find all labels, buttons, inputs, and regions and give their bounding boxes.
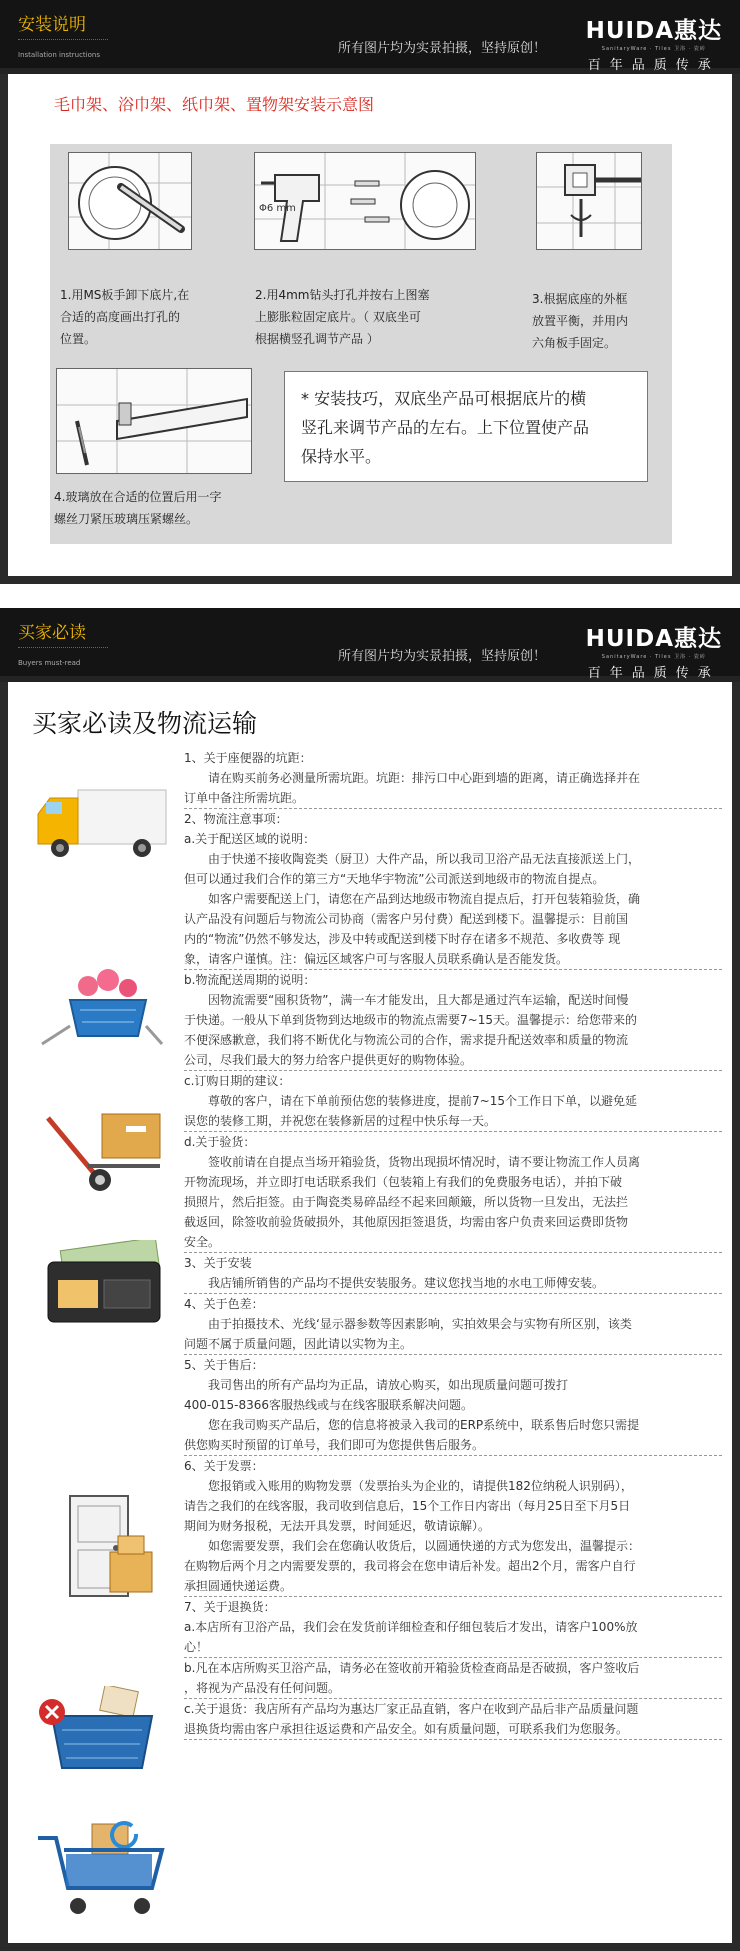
notice-line: 您报销或入账用的购物发票（发票抬头为企业的，请提供182位纳税人识别码），: [208, 1479, 633, 1493]
notice-line: 安全。: [184, 1232, 722, 1253]
slogan: 所有图片均为实景拍摄，坚持原创！: [338, 649, 547, 664]
notice-line: c.关于退货：我店所有产品均为惠达厂家正品直销，客户在收到产品后非产品质量问题: [184, 1702, 639, 1716]
step2-text: 2.用4mm钻头打孔并按右上图塞 上膨胀粒固定底片。（ 双底坐可 根据横竖孔调节产品 ）: [255, 288, 430, 346]
install-steps-area: [50, 144, 672, 544]
section-title: 买家必读: [18, 623, 86, 643]
notice-line: 供您购买时预留的订单号，我们即可为您提供售后服务。: [184, 1435, 722, 1456]
logo-motto: 百年品质传承: [587, 666, 720, 681]
truck-icon: [32, 782, 172, 866]
notice-line: 请告之我们的在线客服，我司收到信息后，15个工作日内寄出（每月25日至下月5日: [184, 1499, 631, 1513]
notice-line: 开物流现场，并立即打电话联系我们（包装箱上有我们的免费服务电话），并拍下破: [184, 1175, 623, 1189]
notice-line: ，将视为产品没有任何问题。: [184, 1678, 722, 1699]
logo-text: HUIDA惠达: [585, 626, 722, 652]
notice-line: 1、关于座便器的坑距：: [184, 751, 312, 765]
notice-line: 签收前请在自提点当场开箱验货，货物出现损坏情况时，请不要让物流工作人员离: [208, 1155, 641, 1169]
buyers-panel: [0, 682, 740, 1951]
notice-line: 我司售出的所有产品均为正品，请放心购买，如出现质量问题可拨打: [208, 1378, 569, 1392]
notice-line: 由于快递不接收陶瓷类（厨卫）大件产品，所以我司卫浴产品无法直接派送上门，: [208, 852, 641, 866]
notice-line: 不便深感歉意，我们将不断优化与物流公司的合作，需求提升配送效率和质量的物流: [184, 1033, 629, 1047]
notice-line: 您在我司购买产品后，您的信息将被录入我司的ERP系统中，联系售后时您只需提: [208, 1418, 640, 1432]
hand-truck-icon: [32, 1104, 172, 1198]
notice-content: [184, 748, 722, 1740]
divider: [18, 647, 108, 648]
logo-sub: SanitaryWare · Tiles 卫浴 · 瓷砖: [601, 46, 706, 52]
notice-line: 7、关于退换货：: [184, 1600, 276, 1614]
notice-line: 问题不属于质量问题，因此请以实物为主。: [184, 1334, 722, 1355]
slogan: 所有图片均为实景拍摄，坚持原创！: [338, 41, 547, 56]
notice-line: 公司，尽我们最大的努力给客户提供更好的购物体验。: [184, 1050, 722, 1071]
notice-line: 请在购买前务必测量所需坑距。坑距：排污口中心距到墙的距离，请正确选择并在: [208, 771, 641, 785]
install-panel: [0, 74, 740, 584]
notice-line: 3、关于安装: [184, 1256, 252, 1270]
buyers-banner: [0, 608, 740, 682]
notice-line: 尊敬的客户，请在下单前预估您的装修进度，提前7~15个工作日下单，以避免延: [208, 1094, 637, 1108]
section-tag: [18, 10, 108, 59]
step3-text: 3.根据底座的外框 放置平衡，并用内 六角板手固定。: [532, 292, 629, 350]
notice-line: 象，请客户谨慎。注：偏远区域客户可与客服人员联系确认是否能发货。: [184, 949, 722, 970]
notice-line: b.凡在本店所购买卫浴产品，请务必在签收前开箱验货检查商品是否破损，客户签收后: [184, 1661, 640, 1675]
section-subtitle: Installation instructions: [18, 51, 100, 59]
notice-line: 但可以通过我们合作的第三方“天地华宇物流”公司派送到地级市的物流自提点。: [184, 872, 605, 886]
notice-line: 我店铺所销售的产品均不提供安装服务。建议您找当地的水电工师傅安装。: [184, 1273, 722, 1294]
divider: [18, 39, 108, 40]
notice-line: 期间为财务报税，无法开具发票，时间延迟，敬请谅解）。: [184, 1519, 491, 1533]
notice-line: 4、关于色差：: [184, 1297, 264, 1311]
notice-line: 于快递。一般从下单到货物到达地级市的物流点需要7~15天。温馨提示：给您带来的: [184, 1013, 637, 1027]
notice-line: 截返回，除签收前验货破损外，其他原因拒签退货，均需由客户负责来回运费即货物: [184, 1215, 629, 1229]
notice-line: 2、物流注意事项：: [184, 812, 288, 826]
notice-line: 400-015-8366客服热线或与在线客服联系解决问题。: [184, 1398, 474, 1412]
notice-line: 心！: [184, 1637, 722, 1658]
notice-line: a.关于配送区域的说明：: [184, 832, 316, 846]
notice-line: d.关于验货：: [184, 1135, 256, 1149]
install-tip-box: * 安装技巧，双底坐产品可根据底片的横 竖孔来调节产品的左右。上下位置使产品 保持水平。: [284, 371, 648, 482]
notice-line: 6、关于发票：: [184, 1459, 264, 1473]
door-boxes-icon: [32, 1492, 172, 1606]
notice-line: 如您需要发票，我们会在您确认收货后，以圆通快递的方式为您发出，温馨提示：: [208, 1539, 641, 1553]
step4-illustration: [56, 368, 252, 474]
brand-logo: [586, 12, 722, 73]
notice-line: b.物流配送周期的说明：: [184, 973, 316, 987]
section-tag: [18, 618, 108, 667]
notice-line: 承担圆通快递运费。: [184, 1576, 722, 1597]
notice-line: a.本店所有卫浴产品，我们会在发货前详细检查和仔细包装后才发出，请客户100%放: [184, 1620, 638, 1634]
logo-text: HUIDA惠达: [585, 18, 722, 44]
notice-line: 认产品没有问题后与物流公司协商（需客户另付费）配送到楼下。温馨提示：目前国: [184, 912, 629, 926]
wallet-icon: [32, 1240, 172, 1334]
notice-line: 误您的装修工期，并祝您在装修新居的过程中快乐每一天。: [184, 1111, 722, 1132]
basket-hearts-icon: [32, 966, 172, 1060]
step4-text: 4.玻璃放在合适的位置后用一字 螺丝刀紧压玻璃压紧螺丝。: [54, 490, 222, 526]
notice-line: 因物流需要“囤积货物”，满一车才能发出，且大都是通过汽车运输，配送时间慢: [208, 993, 629, 1007]
step2-illustration: [254, 152, 476, 250]
notice-line: 5、关于售后：: [184, 1358, 264, 1372]
basket-cancel-icon: [32, 1686, 172, 1780]
step3-illustration: [536, 152, 642, 250]
logo-motto: 百年品质传承: [587, 58, 720, 73]
notice-title: 买家必读及物流运输: [32, 709, 258, 738]
install-banner: [0, 0, 740, 74]
step1-illustration: [68, 152, 192, 250]
notice-line: 内的“物流”仍然不够发达，涉及中转或配送到楼下时存在诸多不规范、多收费等 现: [184, 932, 621, 946]
section-subtitle: Buyers must-read: [18, 659, 81, 667]
brand-logo: [586, 620, 722, 681]
notice-line: 如客户需要配送上门，请您在产品到达地级市物流自提点后，打开包装箱验货，确: [208, 892, 641, 906]
step1-text: 1.用MS板手卸下底片,在 合适的高度画出打孔的 位置。: [60, 288, 190, 346]
install-title: 毛巾架、浴巾架、纸巾架、置物架安装示意图: [54, 95, 375, 114]
notice-line: 订单中备注所需坑距。: [184, 788, 722, 809]
section-title: 安装说明: [18, 15, 86, 35]
notice-line: 由于拍摄技术、光线‘显示器参数等因素影响，实拍效果会与实物有所区别，该类: [208, 1317, 632, 1331]
spacer: [0, 584, 740, 608]
drill-size-label: Φ6 mm: [259, 203, 296, 214]
notice-line: 在购物后两个月之内需要发票的，我司将会在您申请后补发。超出2个月，需客户自行: [184, 1559, 636, 1573]
cart-icon: [32, 1820, 172, 1924]
notice-line: c.订购日期的建议：: [184, 1074, 291, 1088]
notice-line: 退换货均需由客户承担往返运费和产品安全。如有质量问题，可联系我们为您服务。: [184, 1719, 722, 1740]
notice-line: 损照片，然后拒签。由于陶瓷类易碎品经不起来回颠簸，所以货物一旦发出，无法拦: [184, 1195, 629, 1209]
logo-sub: SanitaryWare · Tiles 卫浴 · 瓷砖: [601, 654, 706, 660]
